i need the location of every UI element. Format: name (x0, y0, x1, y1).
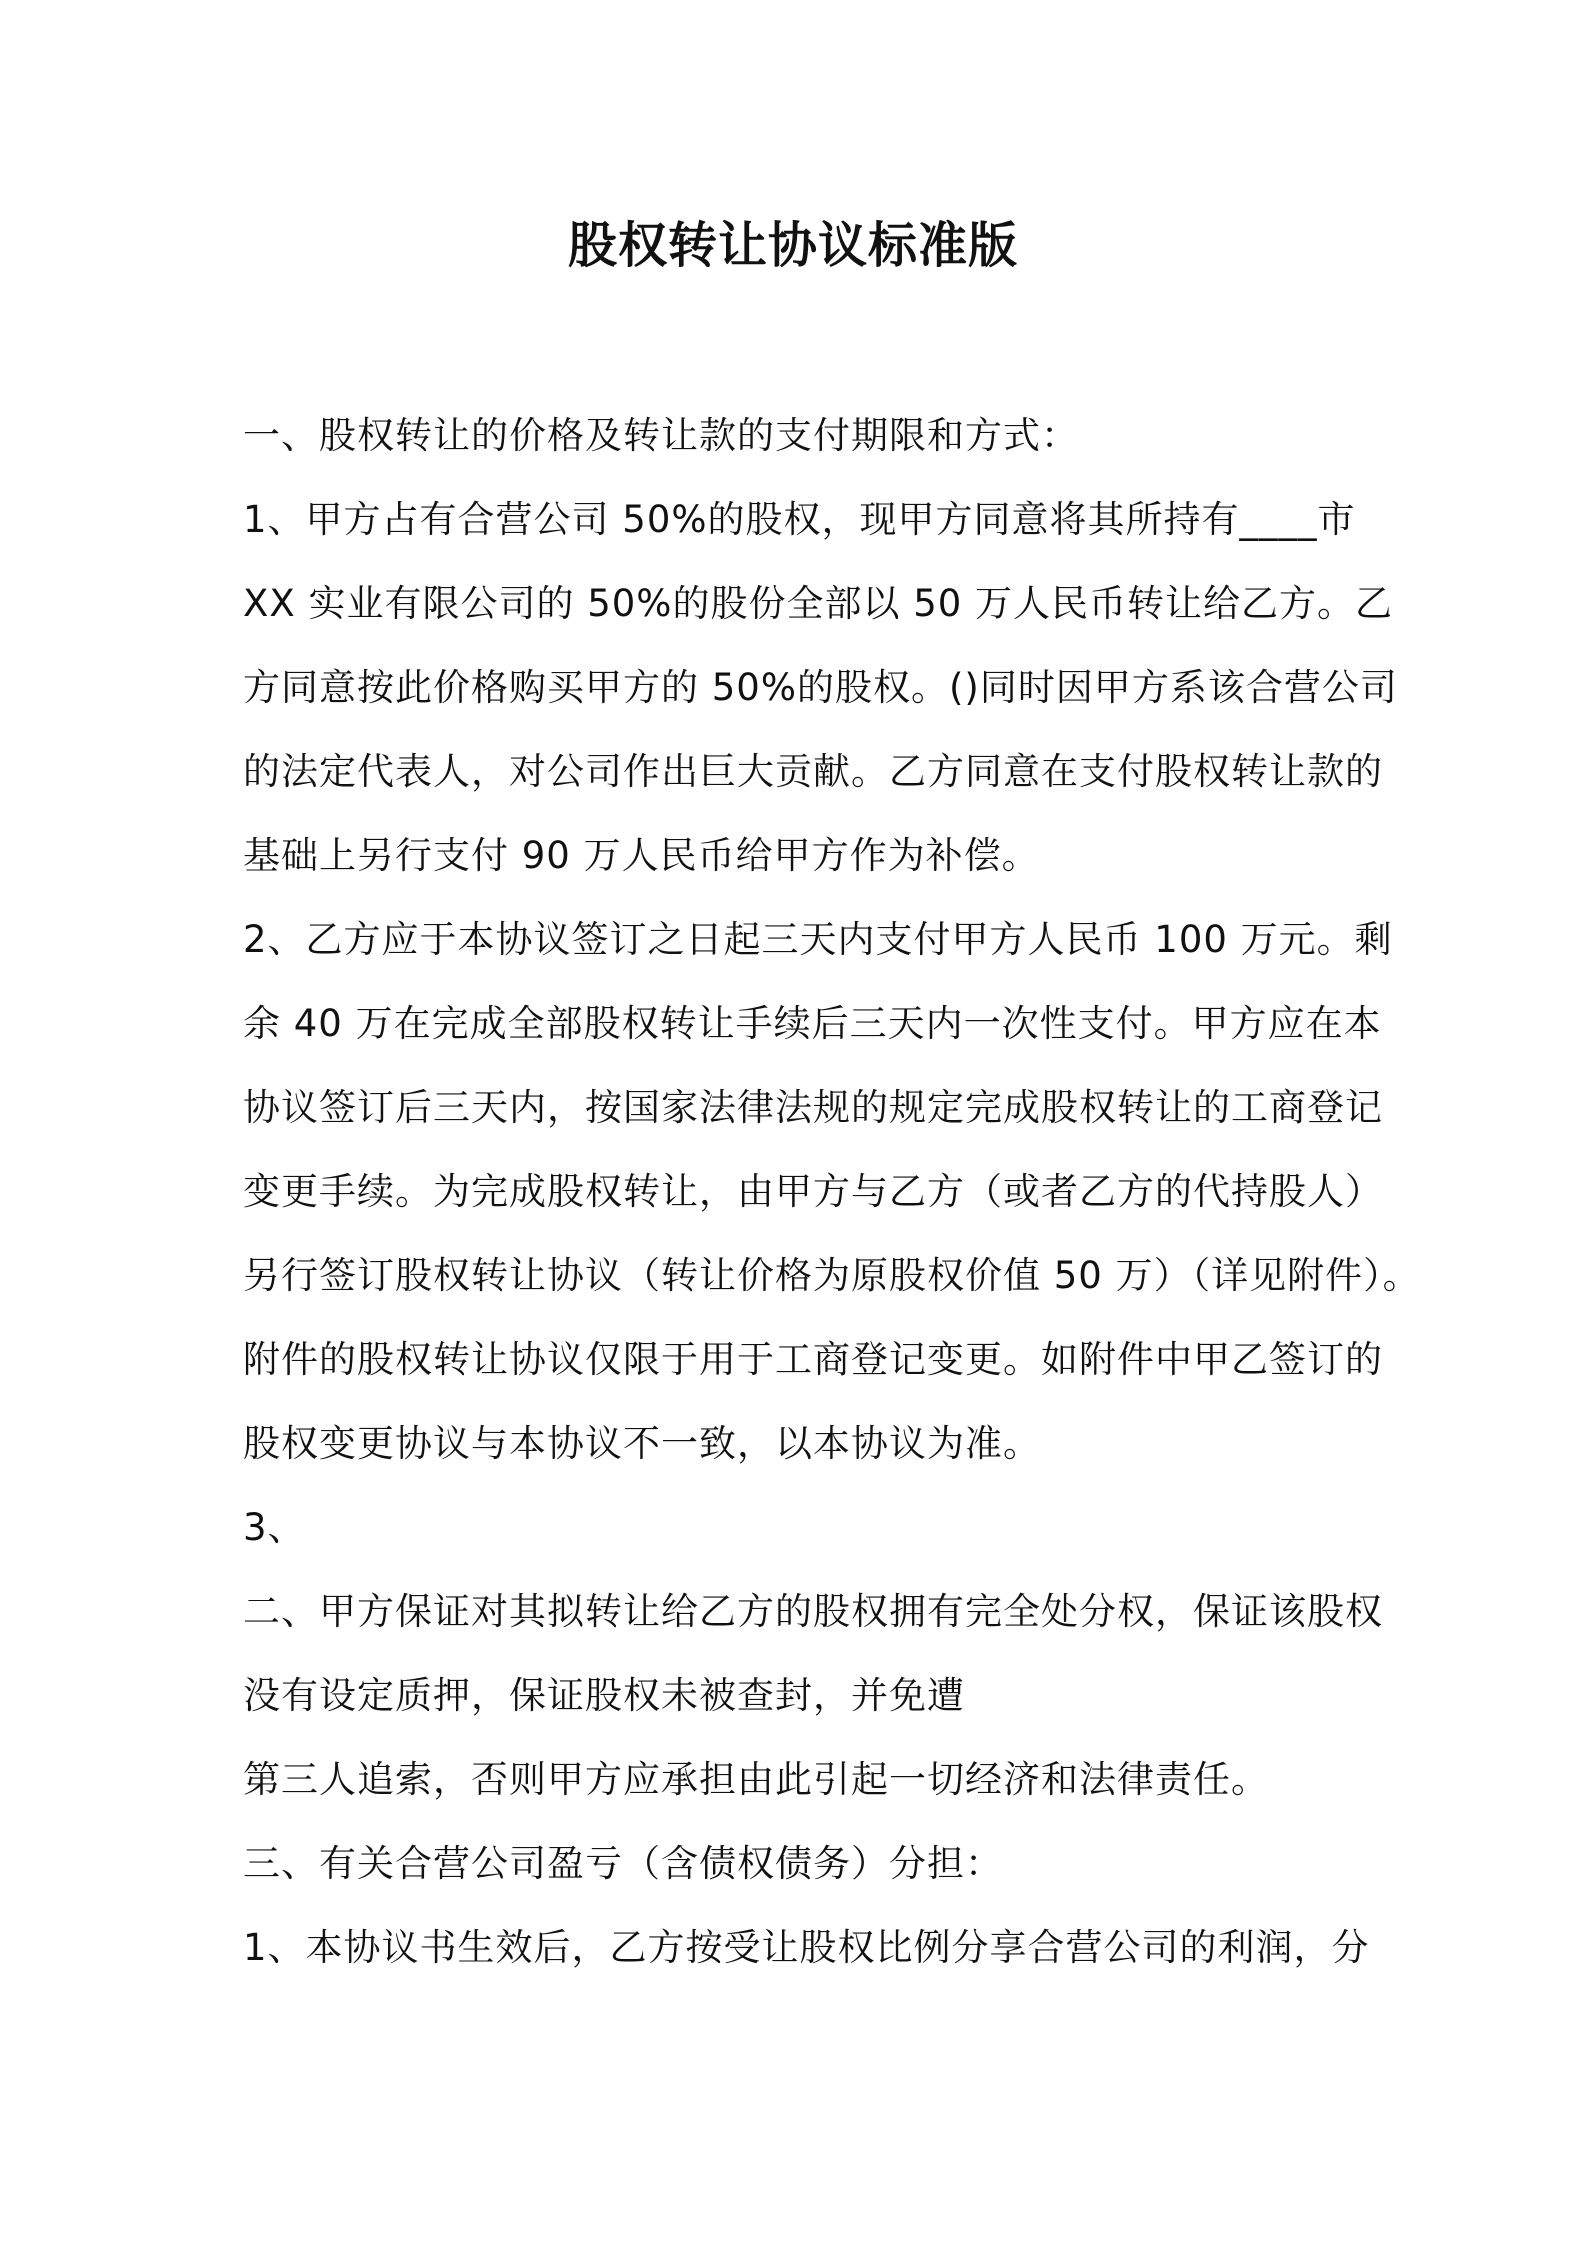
body-line: 股权变更协议与本协议不一致，以本协议为准。 (243, 1422, 1041, 1465)
section-heading-3: 三、有关合营公司盈亏（含债权债务）分担： (243, 1842, 1003, 1885)
page-title: 股权转让协议标准版 (567, 217, 1018, 274)
section-heading-1: 一、股权转让的价格及转让款的支付期限和方式： (243, 414, 1079, 457)
body-line: 2、乙方应于本协议签订之日起三天内支付甲方人民币 100 万元。剩 (243, 918, 1393, 961)
body-line: 1、本协议书生效后，乙方按受让股权比例分享合营公司的利润，分 (243, 1926, 1370, 1969)
body-line: 另行签订股权转让协议（转让价格为原股权价值 50 万）（详见附件）。 (243, 1254, 1421, 1297)
body-line: 协议签订后三天内，按国家法律法规的规定完成股权转让的工商登记 (243, 1086, 1383, 1129)
body-line: 变更手续。为完成股权转让，由甲方与乙方（或者乙方的代持股人） (243, 1170, 1383, 1213)
body-line: 没有设定质押，保证股权未被查封，并免遭 (243, 1674, 965, 1717)
body-line: 1、甲方占有合营公司 50%的股权，现甲方同意将其所持有____市 (243, 498, 1356, 541)
body-line: 附件的股权转让协议仅限于用于工商登记变更。如附件中甲乙签订的 (243, 1338, 1383, 1381)
section-heading-2: 二、甲方保证对其拟转让给乙方的股权拥有完全处分权，保证该股权 (243, 1590, 1383, 1633)
body-line: 余 40 万在完成全部股权转让手续后三天内一次性支付。甲方应在本 (243, 1002, 1382, 1045)
body-line: 第三人追索，否则甲方应承担由此引起一切经济和法律责任。 (243, 1758, 1269, 1801)
body-line: 的法定代表人，对公司作出巨大贡献。乙方同意在支付股权转让款的 (243, 750, 1383, 793)
body-line: XX 实业有限公司的 50%的股份全部以 50 万人民币转让给乙方。乙 (243, 582, 1394, 625)
body-line: 基础上另行支付 90 万人民币给甲方作为补偿。 (243, 834, 1040, 877)
body-line: 方同意按此价格购买甲方的 50%的股权。()同时因甲方系该合营公司 (243, 666, 1398, 709)
body-line: 3、 (243, 1506, 306, 1549)
